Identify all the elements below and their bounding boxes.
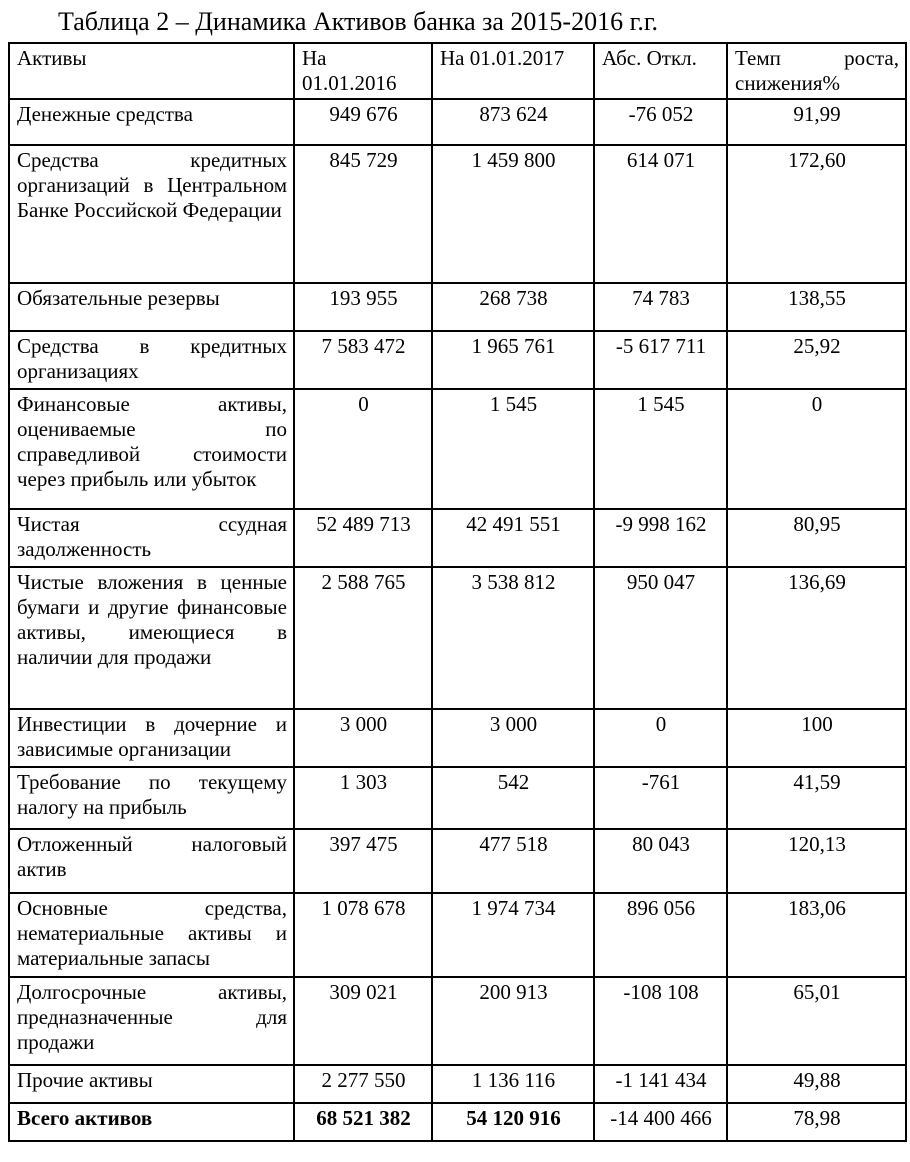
cell-abs-deviation: -76 052 xyxy=(594,99,727,145)
table-row xyxy=(9,389,906,509)
cell-total-on-2017: 54 120 916 xyxy=(432,1103,594,1141)
table-row xyxy=(9,567,906,709)
cell-abs-deviation: 74 783 xyxy=(594,283,727,331)
cell-growth-rate: 25,92 xyxy=(727,331,906,389)
cell-on-2017: 3 538 812 xyxy=(432,567,594,709)
cell-on-2017: 542 xyxy=(432,767,594,829)
cell-growth-rate: 183,06 xyxy=(727,893,906,977)
table-row xyxy=(9,977,906,1065)
cell-growth-rate: 138,55 xyxy=(727,283,906,331)
cell-on-2016: 397 475 xyxy=(294,829,432,893)
cell-on-2016: 7 583 472 xyxy=(294,331,432,389)
cell-asset-name: Чистая ссудная задолженность xyxy=(9,509,294,567)
header-assets: Активы xyxy=(9,43,294,99)
cell-abs-deviation: -1 141 434 xyxy=(594,1065,727,1103)
cell-growth-rate: 120,13 xyxy=(727,829,906,893)
cell-abs-deviation: -761 xyxy=(594,767,727,829)
cell-asset-name: Обязательные резервы xyxy=(9,283,294,331)
table-row xyxy=(9,893,906,977)
cell-on-2016: 3 000 xyxy=(294,709,432,767)
cell-on-2017: 3 000 xyxy=(432,709,594,767)
table-header-row xyxy=(9,43,906,99)
table-row xyxy=(9,331,906,389)
cell-abs-deviation: 0 xyxy=(594,709,727,767)
cell-on-2016: 2 588 765 xyxy=(294,567,432,709)
cell-total-on-2016: 68 521 382 xyxy=(294,1103,432,1141)
cell-on-2017: 42 491 551 xyxy=(432,509,594,567)
cell-growth-rate: 0 xyxy=(727,389,906,509)
header-on-2017: На 01.01.2017 xyxy=(432,43,594,99)
cell-abs-deviation: 896 056 xyxy=(594,893,727,977)
cell-on-2016: 845 729 xyxy=(294,145,432,283)
document-page xyxy=(0,7,910,1162)
cell-asset-name: Прочие активы xyxy=(9,1065,294,1103)
cell-growth-rate: 100 xyxy=(727,709,906,767)
cell-growth-rate: 91,99 xyxy=(727,99,906,145)
table-caption: Таблица 2 – Динамика Активов банка за 2015-2016 г.г. xyxy=(58,7,659,36)
cell-asset-name: Средства в кредитных организациях xyxy=(9,331,294,389)
table-row xyxy=(9,709,906,767)
cell-on-2016: 1 078 678 xyxy=(294,893,432,977)
cell-growth-rate: 41,59 xyxy=(727,767,906,829)
cell-abs-deviation: -5 617 711 xyxy=(594,331,727,389)
cell-on-2017: 1 136 116 xyxy=(432,1065,594,1103)
table-row xyxy=(9,145,906,283)
cell-asset-name: Средства кредитных организаций в Центральном Банке Российской Федерации xyxy=(9,145,294,283)
cell-on-2017: 873 624 xyxy=(432,99,594,145)
table-row xyxy=(9,99,906,145)
cell-on-2016: 2 277 550 xyxy=(294,1065,432,1103)
cell-asset-name: Долгосрочные активы, предназначенные для продажи xyxy=(9,977,294,1065)
cell-on-2017: 200 913 xyxy=(432,977,594,1065)
cell-on-2016: 52 489 713 xyxy=(294,509,432,567)
cell-on-2017: 268 738 xyxy=(432,283,594,331)
cell-on-2017: 1 974 734 xyxy=(432,893,594,977)
cell-on-2017: 477 518 xyxy=(432,829,594,893)
cell-on-2017: 1 545 xyxy=(432,389,594,509)
header-abs-deviation: Абс. Откл. xyxy=(594,43,727,99)
cell-on-2017: 1 459 800 xyxy=(432,145,594,283)
table-row xyxy=(9,1065,906,1103)
cell-on-2016: 0 xyxy=(294,389,432,509)
cell-abs-deviation: 80 043 xyxy=(594,829,727,893)
cell-asset-name: Чистые вложения в ценные бумаги и другие финансовые активы, имеющиеся в наличии для продажи xyxy=(9,567,294,709)
cell-abs-deviation: 1 545 xyxy=(594,389,727,509)
cell-on-2017: 1 965 761 xyxy=(432,331,594,389)
cell-growth-rate: 49,88 xyxy=(727,1065,906,1103)
cell-asset-name: Отложенный налоговый актив xyxy=(9,829,294,893)
cell-growth-rate: 80,95 xyxy=(727,509,906,567)
cell-on-2016: 1 303 xyxy=(294,767,432,829)
table-row xyxy=(9,829,906,893)
cell-growth-rate: 136,69 xyxy=(727,567,906,709)
cell-abs-deviation: 614 071 xyxy=(594,145,727,283)
cell-total-abs-deviation: -14 400 466 xyxy=(594,1103,727,1141)
cell-on-2016: 309 021 xyxy=(294,977,432,1065)
cell-abs-deviation: -9 998 162 xyxy=(594,509,727,567)
cell-asset-name: Денежные средства xyxy=(9,99,294,145)
table-row xyxy=(9,509,906,567)
cell-abs-deviation: 950 047 xyxy=(594,567,727,709)
cell-total-growth-rate: 78,98 xyxy=(727,1103,906,1141)
cell-asset-name: Требование по текущему налогу на прибыль xyxy=(9,767,294,829)
cell-asset-name: Инвестиции в дочерние и зависимые организации xyxy=(9,709,294,767)
header-growth-rate: Темп роста, снижения% xyxy=(727,43,906,99)
cell-on-2016: 193 955 xyxy=(294,283,432,331)
cell-total-label: Всего активов xyxy=(9,1103,294,1141)
table-row xyxy=(9,767,906,829)
table-total-row xyxy=(9,1103,906,1141)
table-row xyxy=(9,283,906,331)
cell-growth-rate: 172,60 xyxy=(727,145,906,283)
cell-on-2016: 949 676 xyxy=(294,99,432,145)
assets-dynamics-table xyxy=(8,42,907,1142)
cell-abs-deviation: -108 108 xyxy=(594,977,727,1065)
cell-asset-name: Финансовые активы, оцениваемые по справедливой стоимости через прибыль или убыток xyxy=(9,389,294,509)
header-on-2016: На 01.01.2016 xyxy=(294,43,432,99)
cell-asset-name: Основные средства, нематериальные активы и материальные запасы xyxy=(9,893,294,977)
cell-growth-rate: 65,01 xyxy=(727,977,906,1065)
